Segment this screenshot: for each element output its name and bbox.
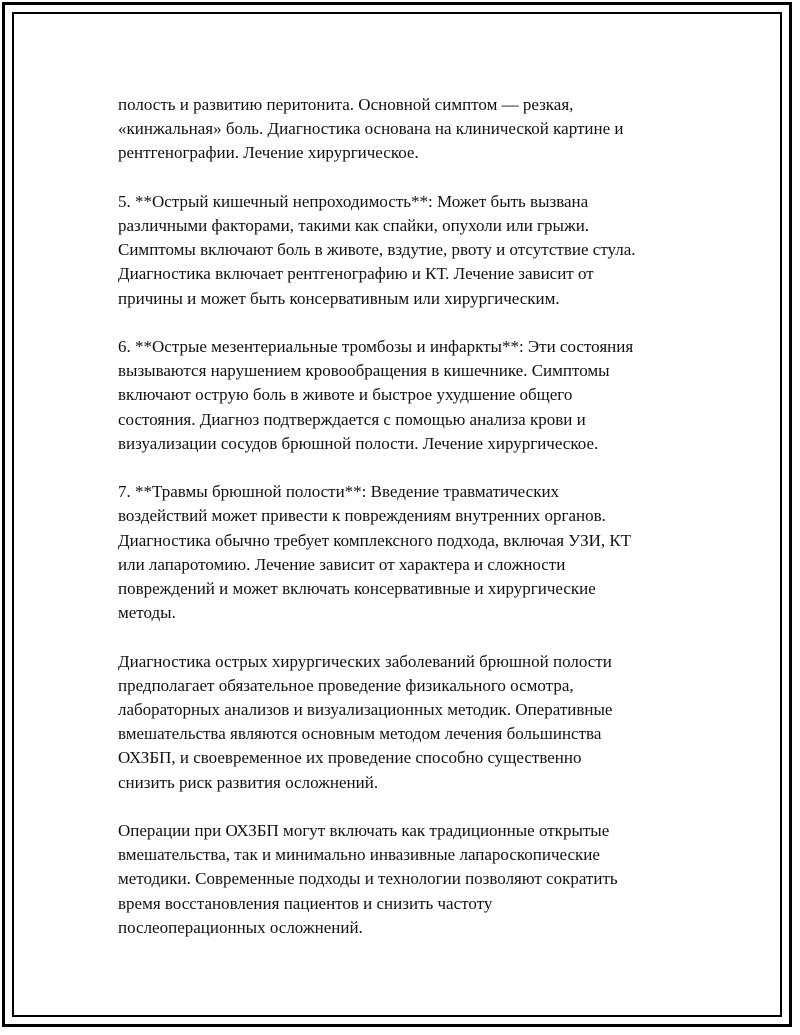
paragraph [118, 819, 698, 940]
text-line: вмешательства, так и минимально инвазивные лапароскопические [118, 845, 600, 865]
text-line: визуализации сосудов брюшной полости. Лечение хирургическое. [118, 433, 599, 453]
text-line: 6. **Острые мезентериальные тромбозы и инфаркты**: Эти состояния [118, 337, 634, 356]
text-line: включают острую боль в животе и быстрое ухудшение общего [118, 385, 573, 405]
text-line: методики. Современные подходы и технологии позволяют сократить [118, 869, 618, 889]
text-line: повреждений и может включать консервативные и хирургические [118, 579, 596, 599]
text-line: или лапаротомию. Лечение зависит от характера и сложности [118, 554, 566, 574]
text-line: различными факторами, такими как спайки, опухоли или грыжи. [118, 216, 590, 235]
text-line: состояния. Диагноз подтверждается с помощью анализа крови и [118, 409, 586, 429]
text-line: методы. [118, 603, 176, 623]
text-line: «кинжальная» боль. Диагностика основана на клинической картине и [118, 119, 624, 139]
text-line: причины и может быть консервативным или хирургическим. [118, 288, 560, 308]
text-line: Диагностика включает рентгенографию и КТ. Лечение зависит от [118, 264, 594, 284]
text-line: Симптомы включают боль в животе, вздутие, рвоту и отсутствие стула. [118, 240, 636, 260]
text-line: вмешательства являются основным методом лечения большинства [118, 724, 602, 744]
text-line: рентгенографии. Лечение хирургическое. [118, 143, 419, 163]
text-line: лабораторных анализов и визуализационных методик. Оперативные [118, 700, 613, 720]
text-line: 7. **Травмы брюшной полости**: Введение травматических [118, 482, 560, 502]
text-line: Диагностика обычно требует комплексного подхода, включая УЗИ, КТ [118, 530, 632, 550]
text-line: полость и развитию перитонита. Основной симптом — резкая, [118, 95, 574, 114]
text-line: вызываются нарушением кровообращения в кишечнике. Симптомы [118, 361, 610, 381]
text-line: ОХЗБП, и своевременное их проведение способно существенно [118, 748, 582, 768]
paragraph [118, 93, 698, 166]
text-line: Диагностика острых хирургических заболеваний брюшной полости [118, 651, 612, 671]
text-line: предполагает обязательное проведение физикального осмотра, [118, 675, 574, 695]
text-line: воздействий может привести к повреждениям внутренних органов. [118, 506, 606, 526]
text-line: снизить риск развития осложнений. [118, 772, 379, 792]
text-line: Операции при ОХЗБП могут включать как традиционные открытые [118, 821, 610, 841]
paragraph [118, 190, 698, 311]
text-line: 5. **Острый кишечный непроходимость**: Может быть вызвана [118, 191, 589, 211]
paragraph [118, 480, 698, 625]
document-body [118, 93, 698, 964]
paragraph [118, 335, 698, 456]
paragraph [118, 650, 698, 795]
text-line: время восстановления пациентов и снизить частоту [118, 893, 493, 913]
text-line: послеоперационных осложнений. [118, 917, 363, 937]
